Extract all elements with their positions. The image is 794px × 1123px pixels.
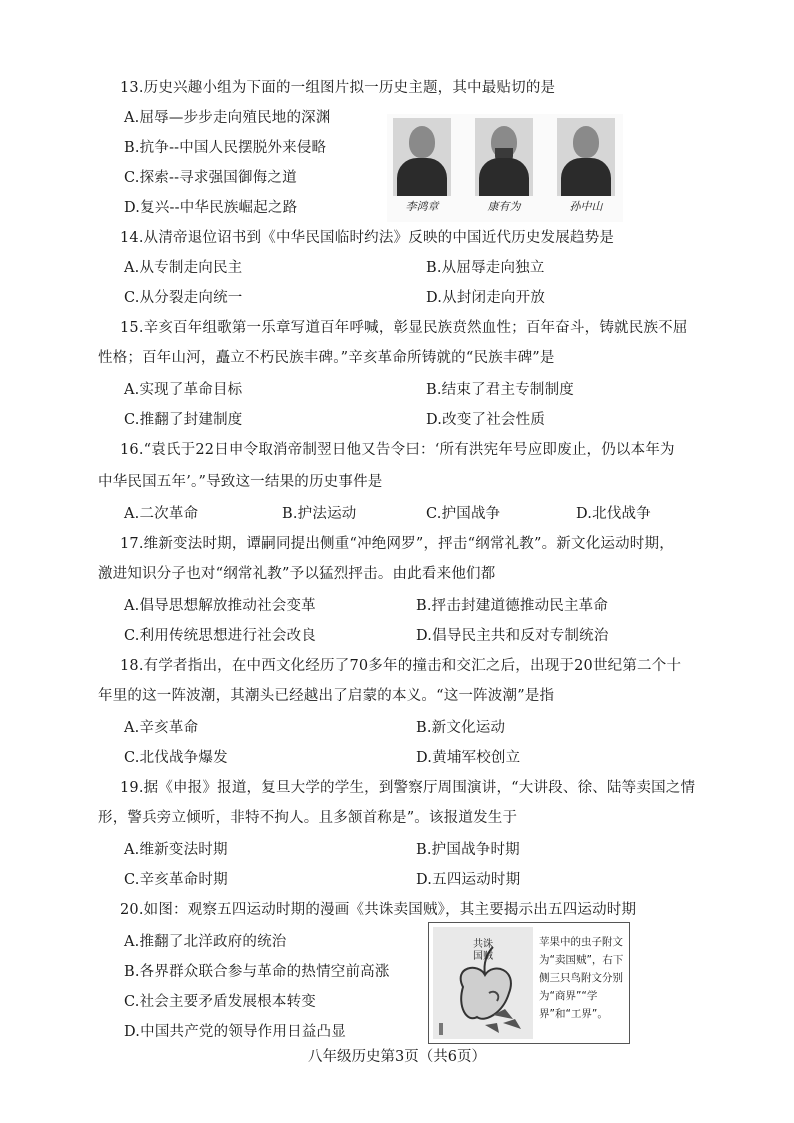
q17-stem: 17.维新变法时期，谭嗣同提出侧重“冲绝网罗”，抨击“纲常礼教”。新文化运动时期，	[120, 536, 674, 552]
q20-option-c: C.社会主要矛盾发展根本转变	[124, 994, 316, 1010]
q18-option-b: B.新文化运动	[416, 720, 506, 736]
q15-option-c: C.推翻了封建制度	[124, 412, 243, 428]
portrait-caption: 李鸿章	[405, 200, 439, 213]
q14-option-b: B.从屈辱走向独立	[426, 260, 545, 276]
q18-stem-cont: 年里的这一阵波潮，其潮头已经越出了启蒙的本义。“这一阵波潮”是指	[98, 688, 555, 704]
q13-option-a: A.屈辱—步步走向殖民地的深渊	[124, 110, 331, 126]
apple-cartoon-icon	[433, 927, 533, 1039]
q19-option-d: D.五四运动时期	[416, 872, 521, 888]
q14-option-a: A.从专制走向民主	[124, 260, 243, 276]
q18-option-a: A.辛亥革命	[124, 720, 199, 736]
page-footer: 八年级历史第3页（共6页）	[308, 1049, 486, 1065]
q13-option-c: C.探索--寻求强国御侮之道	[124, 170, 297, 186]
q14-option-c: C.从分裂走向统一	[124, 290, 243, 306]
q19-stem: 19.据《申报》报道，复旦大学的学生，到警察厅周围演讲，“大讲段、徐、陆等卖国之情	[120, 780, 696, 796]
q16-option-d: D.北伐战争	[576, 506, 651, 522]
q18-option-c: C.北伐战争爆发	[124, 750, 228, 766]
cartoon-title: 共诛国贼	[473, 939, 493, 962]
q15-stem-cont: 性格；百年山河，矗立不朽民族丰碑。”辛亥革命所铸就的“民族丰碑”是	[98, 350, 555, 366]
q20-stem: 20.如图：观察五四运动时期的漫画《共诛卖国贼》，其主要揭示出五四运动时期	[120, 902, 637, 918]
q19-option-b: B.护国战争时期	[416, 842, 520, 858]
q14-option-d: D.从封闭走向开放	[426, 290, 546, 306]
q16-stem: 16.“袁氏于22日申令取消帝制翌日他又告令曰：‘所有洪宪年号应即废止，仍以本年为	[120, 442, 675, 458]
q18-stem: 18.有学者指出，在中西文化经历了70多年的撞击和交汇之后，出现于20世纪第二个十	[120, 658, 682, 674]
q19-option-c: C.辛亥革命时期	[124, 872, 228, 888]
q14-stem: 14.从清帝退位诏书到《中华民国临时约法》反映的中国近代历史发展趋势是	[120, 230, 615, 246]
q17-option-c: C.利用传统思想进行社会改良	[124, 628, 316, 644]
cartoon-note: 苹果中的虫子附文为“卖国贼”，右下侧三只鸟附文分别为“商界”“学界”和“工界”。	[539, 936, 624, 1020]
portrait-li-hongzhang-icon	[393, 118, 451, 196]
q19-option-a: A.维新变法时期	[124, 842, 228, 858]
q20-option-a: A.推翻了北洋政府的统治	[124, 934, 287, 950]
q17-option-b: B.抨击封建道德推动民主革命	[416, 598, 609, 614]
q16-option-b: B.护法运动	[282, 506, 357, 522]
q15-option-d: D.改变了社会性质	[426, 412, 546, 428]
q20-option-b: B.各界群众联合参与革命的热情空前高涨	[124, 964, 390, 980]
q18-option-d: D.黄埔军校创立	[416, 750, 521, 766]
q16-option-a: A.二次革命	[124, 506, 199, 522]
portrait-sun-zhongshan-icon	[557, 118, 615, 196]
q19-stem-cont: 形，警兵旁立倾听，非特不拘人。且多颔首称是”。该报道发生于	[98, 810, 518, 826]
portrait-group	[387, 114, 623, 222]
q15-stem: 15.辛亥百年组歌第一乐章写道百年呼喊，彰显民族贲然血性；百年奋斗，铸就民族不屈	[120, 320, 688, 336]
q13-option-d: D.复兴--中华民族崛起之路	[124, 200, 298, 216]
q20-option-d: D.中国共产党的领导作用日益凸显	[124, 1024, 346, 1040]
portrait-caption: 孙中山	[569, 200, 603, 213]
portrait-kang-youwei-icon	[475, 118, 533, 196]
q15-option-a: A.实现了革命目标	[124, 382, 243, 398]
q13-option-b: B.抗争--中国人民摆脱外来侵略	[124, 140, 327, 156]
q16-option-c: C.护国战争	[426, 506, 501, 522]
q17-option-d: D.倡导民主共和反对专制统治	[416, 628, 609, 644]
q17-option-a: A.倡导思想解放推动社会变革	[124, 598, 316, 614]
cartoon-figure	[428, 922, 630, 1044]
q16-stem-cont: 中华民国五年’。”导致这一结果的历史事件是	[98, 474, 383, 490]
q15-option-b: B.结束了君主专制制度	[426, 382, 574, 398]
q13-stem: 13.历史兴趣小组为下面的一组图片拟一历史主题，其中最贴切的是	[120, 80, 556, 96]
portrait-caption: 康有为	[487, 200, 521, 213]
q17-stem-cont: 激进知识分子也对“纲常礼教”予以猛烈抨击。由此看来他们都	[98, 566, 496, 582]
